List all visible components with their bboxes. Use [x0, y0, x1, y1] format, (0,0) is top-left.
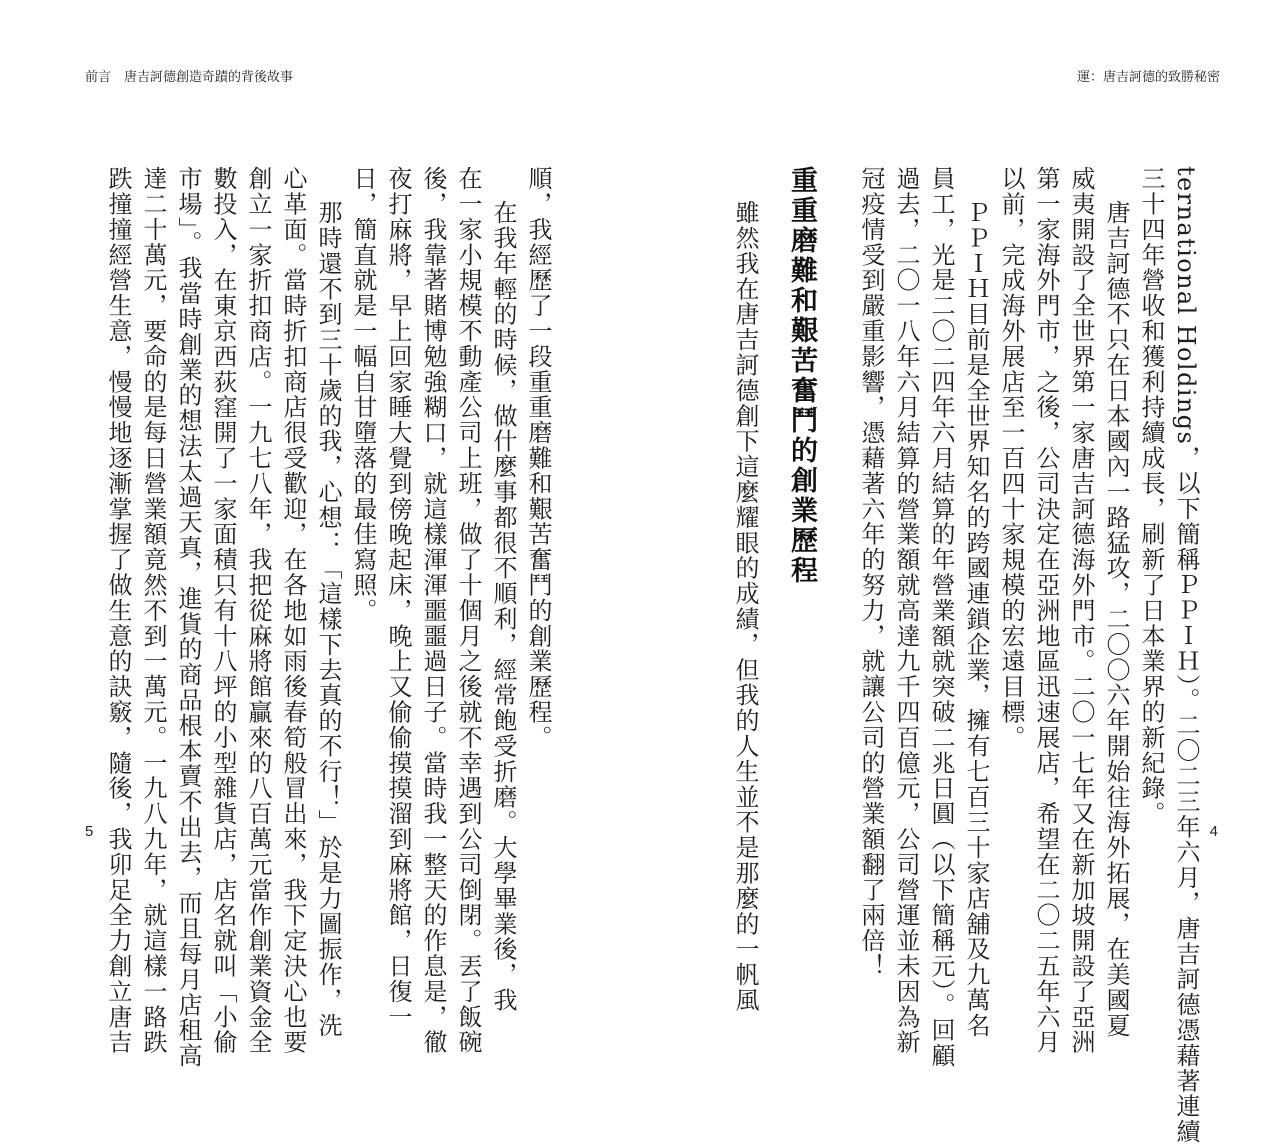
text-column: 順，我經歷了一段重重磨難和艱苦奮鬥的創業歷程。 [524, 166, 552, 751]
text-column: 在一家小規模不動產公司上班，做了十個月之後就不幸遇到公司倒閉。丟了飯碗 [454, 166, 482, 1055]
page-number-left: 5 [85, 823, 94, 840]
text-column: 達二十萬元，要命的是每日營業額竟然不到一萬元。一九八九年，就這樣一路跌 [139, 166, 167, 1055]
text-column: 創立一家折扣商店。一九七八年，我把從麻將館贏來的八百萬元當作創業資金全 [244, 166, 272, 1055]
text-column: 以前，完成海外展店至一百四十家規模的宏遠目標。 [997, 166, 1025, 751]
text-column: 過去，二〇一八年六月結算的營業額就高達九千四百億元，公司營運並未因為新 [892, 166, 920, 1055]
text-column: 威夷開設了全世界第一家唐吉訶德海外門市。二〇一七年又在新加坡開設了亞洲 [1067, 166, 1095, 1055]
text-column: 日，簡直就是一幅自甘墮落的最佳寫照。 [349, 166, 377, 624]
text-column: 夜打麻將，早上回家睡大覺到傍晚起床，晚上又偷偷摸摸溜到麻將館，日復一 [384, 166, 412, 1030]
text-column: 在我年輕的時候，做什麼事都很不順利，經常飽受折磨。大學畢業後，我 [489, 200, 517, 1013]
text-column: 員工，光是二〇二四年六月結算的年營業額就突破二兆日圓（以下簡稱元）。回顧 [927, 166, 955, 1069]
text-column: 三十四年營收和獲利持續成長，刷新了日本業界的新紀錄。 [1137, 166, 1165, 827]
page-number-right: 4 [1209, 823, 1218, 840]
text-column: 雖然我在唐吉訶德創下這麼耀眼的成績，但我的人生並不是那麼的一帆風 [731, 200, 759, 1013]
text-column: 數投入，在東京西荻窪開了一家面積只有十八坪的小型雜貨店，店名就叫「小偷 [209, 166, 237, 1055]
text-column: 唐吉訶德不只在日本國內一路猛攻，二〇〇六年開始往海外拓展，在美國夏 [1102, 200, 1130, 1039]
text-column: 心革面。當時折扣商店很受歡迎，在各地如雨後春筍般冒出來，我下定決心也要 [279, 166, 307, 1055]
text-column: ＰＰＩＨ目前是全世界知名的跨國連鎖企業，擁有七百三十家店舖及九萬名 [962, 200, 990, 1039]
text-column: 後，我靠著賭博勉強糊口，就這樣渾渾噩噩過日子。當時我一整天的作息是，徹 [419, 166, 447, 1055]
running-head-left: 前言 唐吉訶德創造奇蹟的背後故事 [85, 70, 294, 85]
running-head-right: 運：唐吉訶德的致勝秘密 [1076, 70, 1220, 85]
text-column: ternational Holdings，以下簡稱ＰＰＩＨ）。二〇二三年六月，唐吉訶德憑藉著連續 [1172, 166, 1200, 1144]
text-column: 市場」。我當時創業的想法太過天真，進貨的商品根本賣不出去，而且每月店租高 [174, 166, 202, 1069]
section-heading: 重重磨難和艱苦奮鬥的創業歷程 [786, 166, 817, 586]
text-column: 冠疫情受到嚴重影響，憑藉著六年的努力，就讓公司的營業額翻了兩倍！ [857, 166, 885, 979]
right-page [634, 0, 1268, 1144]
text-column: 那時還不到三十歲的我，心想：「這樣下去真的不行！」於是力圖振作，洗 [314, 200, 342, 1039]
text-column: 第一家海外門市，之後，公司決定在亞洲地區迅速展店，希望在二〇二五年六月 [1032, 166, 1060, 1055]
left-page [0, 0, 634, 1069]
text-column: 跌撞撞經營生意，慢慢地逐漸掌握了做生意的訣竅，隨後，我卯足全力創立唐吉 [104, 166, 132, 1055]
